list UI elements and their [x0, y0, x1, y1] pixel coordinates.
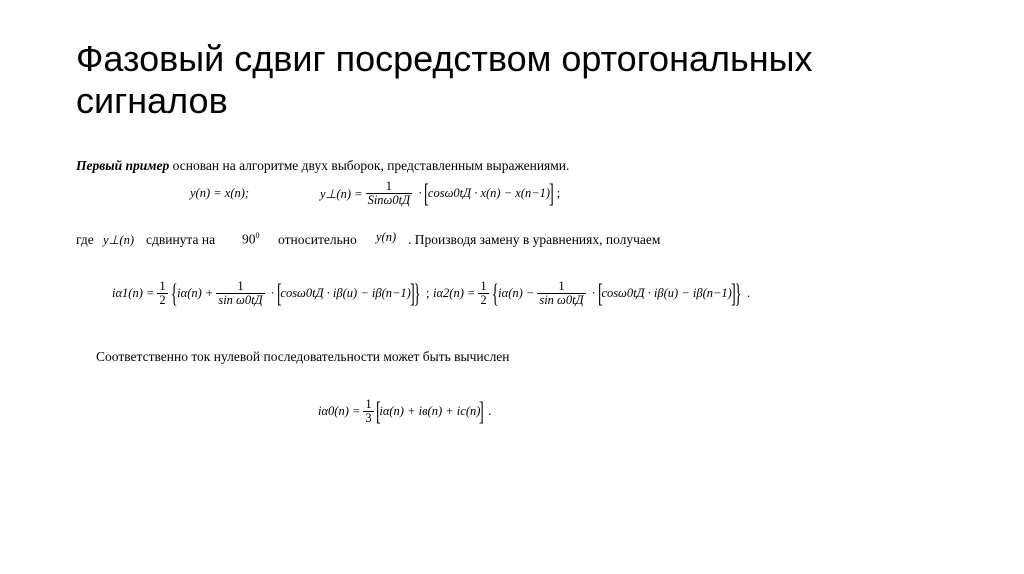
fraction-denominator: sin ω0tД — [218, 293, 263, 307]
formula-i-alpha1-lhs: iα1(n) = — [112, 286, 155, 300]
formula-y-perp-lhs: y⊥(n) = — [320, 186, 363, 201]
slide-title — [76, 38, 956, 122]
formula-i-alpha0-end: . — [488, 404, 492, 418]
fraction-denominator: sin ω0tД — [539, 293, 584, 307]
angle-degree: 0 — [255, 231, 260, 240]
formula-i-alpha1: iα1(n) = $\frac{1}{2}$ { iα(n) + $\frac{1}{\text{sin ω0tД}}$ · [ cosω0tД · iβ(u) − iβ(n−1) ] } ; — [112, 278, 430, 308]
formula-i-alpha0: iα0(n) = $\frac{1}{3}$ [ iα(n) + iв(n) + ic(n) ] . — [318, 396, 492, 426]
formula-i-alpha2-body: cosω0tД · iβ(u) − iβ(n−1) — [601, 286, 732, 300]
formula-i-alpha1-half — [157, 280, 167, 307]
formula-i-alpha1-term: iα(n) + — [177, 286, 214, 300]
formula-i-alpha1-end: ; — [426, 286, 430, 300]
reference-symbol: y(n) — [376, 230, 397, 244]
fraction-numerator: 1 — [237, 279, 244, 293]
zero-sequence-text: Соответственно ток нулевой последовательности может быть вычислен — [96, 349, 510, 364]
relative-text: относительно — [278, 232, 357, 247]
third-numerator: 1 — [365, 397, 372, 411]
formula-i-alpha0-lhs: iα0(n) = — [318, 404, 361, 418]
intro-rest: основан на алгоритме двух выборок, представленным выражениями. — [169, 158, 570, 173]
formula-i-alpha1-body: cosω0tД · iβ(u) − iβ(n−1) — [280, 286, 411, 300]
formula-y-perp: y⊥(n) = $\frac{1}{\text{Sinω0tД}}$ · [ cosω0tД · x(n) − x(n−1) ] ; — [320, 178, 561, 208]
angle-number: 90 — [242, 231, 256, 247]
where-symbol: y⊥(n) — [103, 233, 135, 247]
formula-y-n — [190, 186, 249, 201]
formula-i-alpha2-term: iα(n) − — [498, 286, 535, 300]
intro-paragraph — [76, 158, 569, 174]
formula-i-alpha0-third — [363, 398, 373, 425]
formula-i-alpha0-body: iα(n) + iв(n) + ic(n) — [379, 404, 481, 418]
shifted-text: сдвинута на — [146, 232, 216, 247]
formula-y-perp-body: cosω0tД · x(n) − x(n−1) — [427, 186, 551, 200]
half-numerator: 1 — [159, 279, 166, 293]
formula-i-alpha1-fraction — [216, 280, 264, 307]
half-numerator: 1 — [480, 279, 487, 293]
intro-bold: Первый пример — [76, 158, 170, 173]
fraction-denominator: Sinω0tД — [367, 193, 411, 207]
formula-y-perp-end: ; — [556, 186, 561, 200]
fraction-numerator: 1 — [558, 279, 565, 293]
formula-y-n-text: y(n) = x(n); — [190, 186, 250, 200]
slide-title-line1: Фазовый сдвиг посредством ортогональных — [76, 38, 813, 79]
where-word: где — [76, 232, 94, 247]
formula-i-alpha2: iα2(n) = $\frac{1}{2}$ { iα(n) − $\frac{1}{\text{sin ω0tД}}$ · [ cosω0tД · iβ(u) − iβ(n−1) ] } . — [433, 278, 751, 308]
slide-title-line2: сигналов — [76, 80, 228, 121]
formula-i-alpha2-half — [478, 280, 488, 307]
formula-y-perp-fraction — [366, 180, 412, 207]
angle-value — [242, 231, 260, 248]
third-denominator: 3 — [365, 411, 372, 425]
formula-i-alpha2-lhs: iα2(n) = — [433, 286, 476, 300]
formula-i-alpha2-end: . — [747, 286, 751, 300]
half-denominator: 2 — [480, 293, 487, 307]
fraction-numerator: 1 — [385, 179, 392, 193]
substitution-text: . Производя замену в уравнениях, получаем — [408, 232, 661, 247]
formula-i-alpha2-fraction — [537, 280, 585, 307]
half-denominator: 2 — [159, 293, 166, 307]
